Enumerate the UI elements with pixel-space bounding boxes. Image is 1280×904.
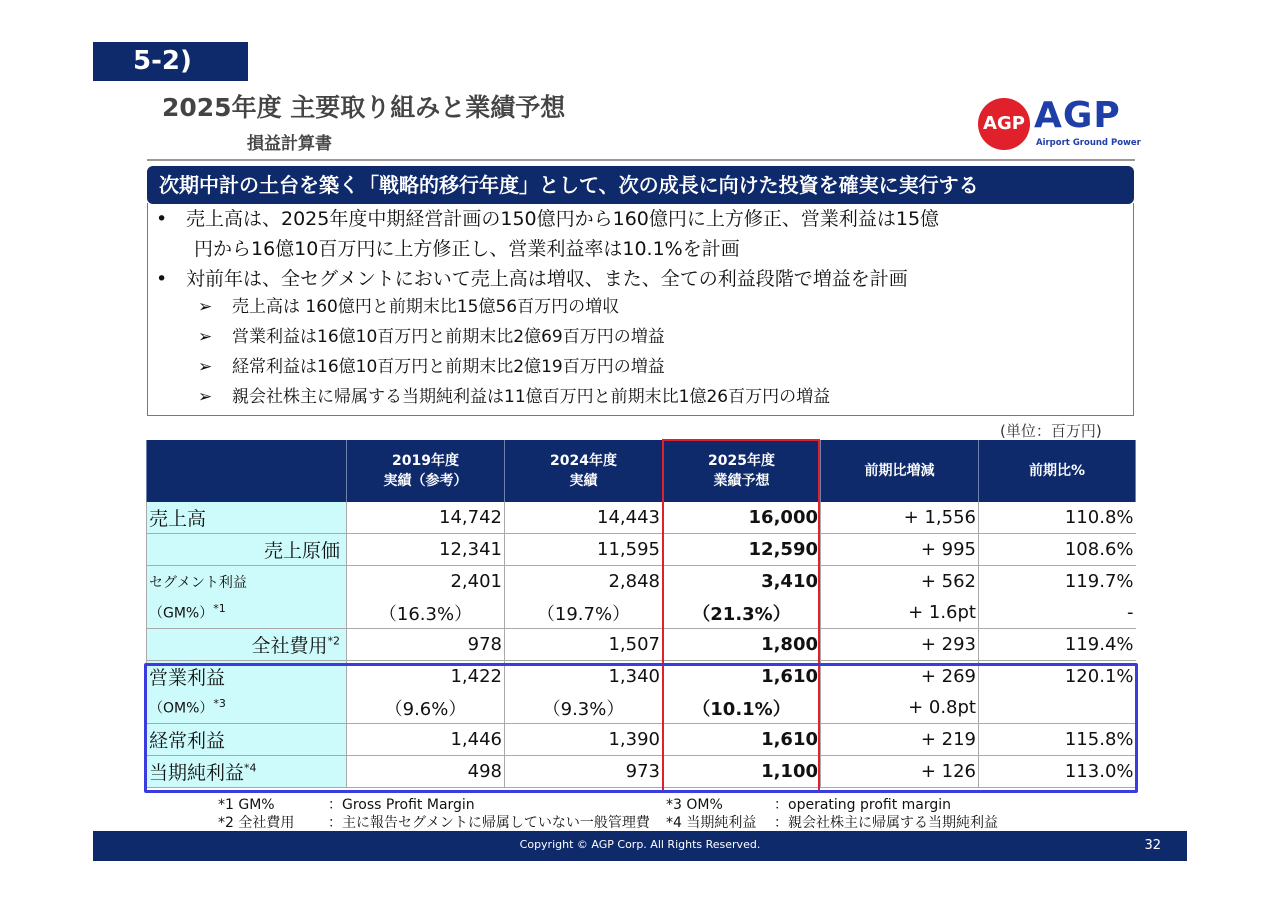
bullet-item bbox=[148, 205, 939, 233]
summary-banner: 次期中計の土台を築く「戦略的移行年度」として、次の成長に向けた投資を確実に実行する bbox=[147, 166, 1134, 204]
arrow-icon: ➢ bbox=[198, 327, 213, 347]
cell-2019: 2,401 bbox=[347, 566, 505, 598]
sub-bullet-item bbox=[198, 293, 619, 321]
table-row bbox=[147, 597, 1136, 629]
table-row bbox=[147, 502, 1136, 534]
cell-diff: + 995 bbox=[821, 534, 979, 566]
unit-note: (単位：百万円) bbox=[1000, 422, 1102, 440]
arrow-icon: ➢ bbox=[198, 387, 213, 407]
footnote-ref: *4 bbox=[244, 761, 257, 775]
cell-diff: + 1,556 bbox=[821, 502, 979, 534]
col-header-diff: 前期比増減 bbox=[821, 440, 979, 502]
sub-bullet-text: 営業利益は16億10百万円と前期末比2億69百万円の増益 bbox=[232, 327, 665, 347]
header-blank bbox=[147, 440, 347, 502]
footer-bar bbox=[93, 831, 1187, 861]
cell-2019: （9.6%） bbox=[347, 692, 505, 724]
table-header-row bbox=[147, 440, 1136, 502]
row-label: $(OM\%)^{*3}$ bbox=[147, 692, 347, 724]
logo-name: AGP bbox=[1034, 95, 1121, 136]
sub-bullet-item bbox=[198, 383, 830, 411]
cell-2025: 1,100 bbox=[663, 756, 821, 788]
col-header-2019: 2019年度 実績（参考） bbox=[347, 440, 505, 502]
arrow-icon: ➢ bbox=[198, 357, 213, 377]
sub-bullet-text: 経常利益は16億10百万円と前期末比2億19百万円の増益 bbox=[232, 357, 665, 377]
cell-2024: 11,595 bbox=[505, 534, 663, 566]
logo-tagline: Airport Ground Power bbox=[1036, 138, 1141, 148]
sub-bullet-text: 親会社株主に帰属する当期純利益は11億百万円と前期末比1億26百万円の増益 bbox=[232, 387, 831, 407]
cell-2025: （10.1%） bbox=[663, 692, 821, 724]
arrow-icon: ➢ bbox=[198, 297, 213, 317]
cell-2019: 498 bbox=[347, 756, 505, 788]
table-row bbox=[147, 629, 1136, 661]
cell-pct: 119.4% bbox=[979, 629, 1136, 661]
logo-mark-icon: AGP bbox=[978, 98, 1030, 150]
cell-2024: （19.7%） bbox=[505, 597, 663, 629]
bullet-text: 対前年は、全セグメントにおいて売上高は増収、また、全ての利益段階で増益を計画 bbox=[186, 268, 908, 290]
profit-highlight-box bbox=[144, 663, 1138, 793]
bullet-marker: • bbox=[156, 208, 168, 230]
footnote: *3 OM% ：operating profit margin bbox=[666, 797, 952, 813]
cell-diff: + 562 bbox=[821, 566, 979, 598]
footnote-ref: *1 bbox=[213, 602, 226, 616]
cell-pct: 120.1% bbox=[979, 661, 1136, 693]
cell-2025: 12,590 bbox=[663, 534, 821, 566]
page-subtitle: 損益計算書 bbox=[247, 134, 332, 154]
cell-2019: 12,341 bbox=[347, 534, 505, 566]
cell-diff: + 0.8pt bbox=[821, 692, 979, 724]
row-label: セグメント利益 bbox=[147, 566, 347, 598]
cell-2019: 14,742 bbox=[347, 502, 505, 534]
section-tag: 5-2) bbox=[93, 42, 248, 81]
footnote: *4 当期純利益 ：親会社株主に帰属する当期純利益 bbox=[666, 815, 998, 831]
cell-2025: 1,610 bbox=[663, 661, 821, 693]
cell-2025: 1,800 bbox=[663, 629, 821, 661]
cell-2025: 3,410 bbox=[663, 566, 821, 598]
cell-pct: - bbox=[979, 597, 1136, 629]
sub-bullet-text: 売上高は 160億円と前期末比15億56百万円の増収 bbox=[232, 297, 620, 317]
cell-2024: 1,340 bbox=[505, 661, 663, 693]
cell-2025: 16,000 bbox=[663, 502, 821, 534]
bullet-item bbox=[148, 265, 908, 293]
cell-diff: + 293 bbox=[821, 629, 979, 661]
row-label: 売上高 bbox=[147, 502, 347, 534]
col-header-2024: 2024年度 実績 bbox=[505, 440, 663, 502]
row-label: 経常利益 bbox=[147, 724, 347, 756]
sub-bullet-item bbox=[198, 353, 665, 381]
col-header-pct: 前期比% bbox=[979, 440, 1136, 502]
cell-pct: 113.0% bbox=[979, 756, 1136, 788]
cell-2024: （9.3%） bbox=[505, 692, 663, 724]
footnote-ref: *2 bbox=[327, 634, 340, 648]
cell-diff: + 269 bbox=[821, 661, 979, 693]
row-label: 当期純利益$^{*4}$ bbox=[147, 756, 347, 788]
copyright-text: Copyright © AGP Corp. All Rights Reserved. bbox=[519, 838, 761, 851]
cell-pct: 119.7% bbox=[979, 566, 1136, 598]
footnote: *2 全社費用 ：主に報告セグメントに帰属していない一般管理費 bbox=[218, 815, 650, 831]
cell-diff: + 219 bbox=[821, 724, 979, 756]
cell-2019: （16.3%） bbox=[347, 597, 505, 629]
company-logo bbox=[978, 95, 1141, 152]
cell-diff: + 1.6pt bbox=[821, 597, 979, 629]
cell-2024: 973 bbox=[505, 756, 663, 788]
table-row bbox=[147, 566, 1136, 598]
page-title: 2025年度 主要取り組みと業績予想 bbox=[162, 93, 566, 122]
cell-2024: 1,390 bbox=[505, 724, 663, 756]
cell-diff: + 126 bbox=[821, 756, 979, 788]
title-divider bbox=[147, 159, 1135, 161]
cell-pct: 110.8% bbox=[979, 502, 1136, 534]
row-label: $(GM\%)^{*1}$ bbox=[147, 597, 347, 629]
sub-bullet-item bbox=[198, 323, 665, 351]
cell-pct: 115.8% bbox=[979, 724, 1136, 756]
cell-2019: 1,422 bbox=[347, 661, 505, 693]
cell-2024: 2,848 bbox=[505, 566, 663, 598]
cell-2024: 1,507 bbox=[505, 629, 663, 661]
bullet-marker: • bbox=[156, 268, 168, 290]
row-label: 全社費用$^{*2}$ bbox=[147, 629, 347, 661]
bullets-box bbox=[147, 203, 1134, 416]
cell-2019: 978 bbox=[347, 629, 505, 661]
cell-pct: 108.6% bbox=[979, 534, 1136, 566]
cell-2025: （21.3%） bbox=[663, 597, 821, 629]
footnote-ref: *3 bbox=[213, 697, 226, 711]
bullet-continuation: 円から16億10百万円に上方修正し、営業利益率は10.1%を計画 bbox=[194, 238, 740, 260]
row-label: 売上原価 bbox=[147, 534, 347, 566]
cell-2024: 14,443 bbox=[505, 502, 663, 534]
col-header-2025: 2025年度 業績予想 bbox=[663, 440, 821, 502]
cell-2019: 1,446 bbox=[347, 724, 505, 756]
page-number: 32 bbox=[1144, 838, 1161, 853]
cell-2025: 1,610 bbox=[663, 724, 821, 756]
table-row bbox=[147, 534, 1136, 566]
bullet-text: 売上高は、2025年度中期経営計画の150億円から160億円に上方修正、営業利益は15億 bbox=[186, 208, 940, 230]
footnote: *1 GM% ：Gross Profit Margin bbox=[218, 797, 475, 813]
row-label: 営業利益 bbox=[147, 661, 347, 693]
